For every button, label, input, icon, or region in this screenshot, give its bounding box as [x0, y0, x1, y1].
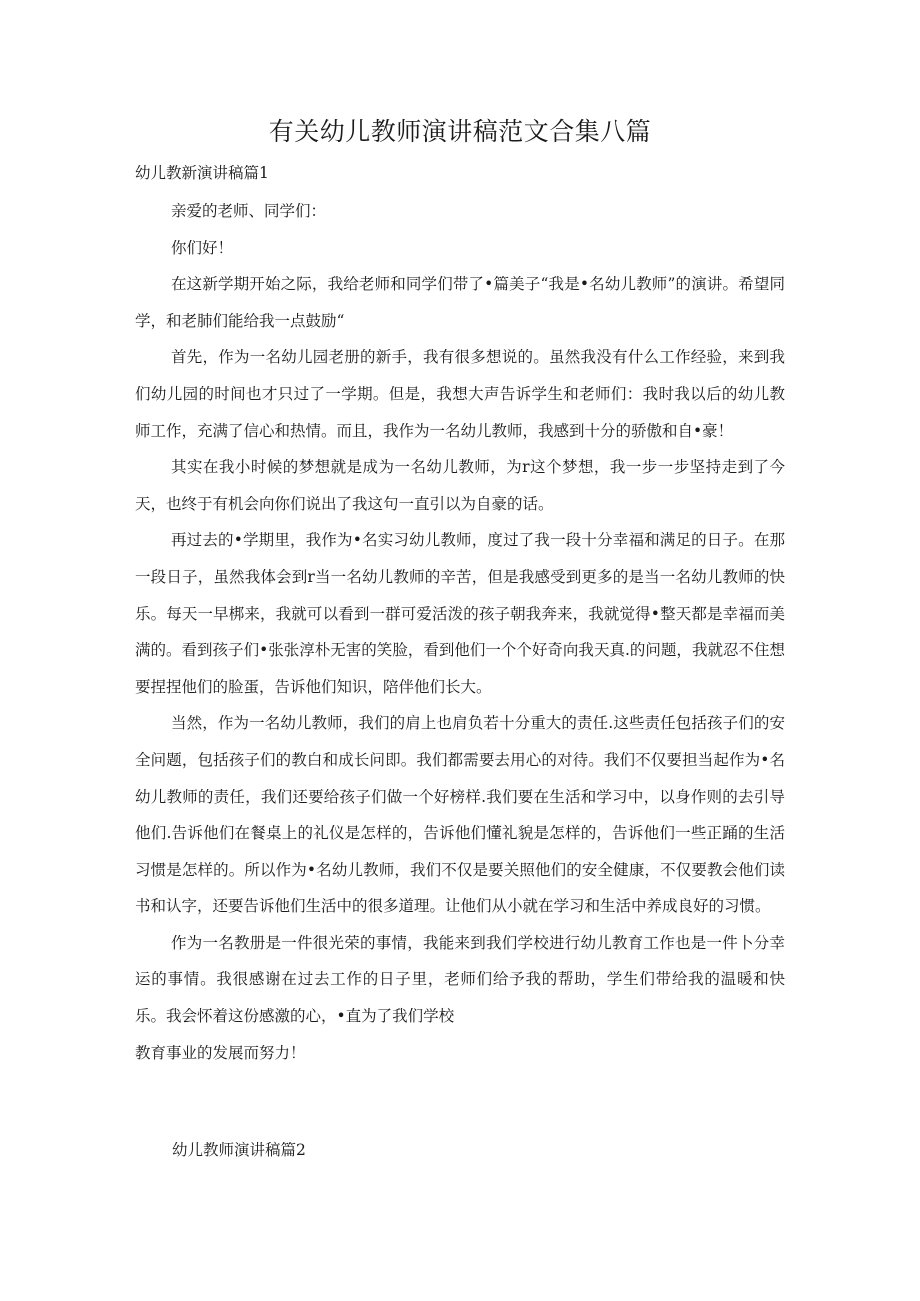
paragraph-intro: 在这新学期开始之际，我给老师和同学们带了•篇美子“我是•名幼儿教师”的演讲。希望同学，和老肺们能给我一点鼓励“ [135, 275, 785, 330]
section-heading-2: 幼儿教师演讲稿篇2 [172, 1141, 306, 1159]
paragraph-first: 首先，作为一名幼儿园老册的新手，我有很多想说的。虽然我没有什么工作经验，来到我们幼儿园的时间也才只过了一学期。但是，我想大声告诉学生和老师们：我时我以后的幼儿教师工作，充满了信心和热情。而且，我作为一名幼儿教师，我感到十分的骄傲和自•豪！ [135, 348, 785, 440]
paragraph-dream: 其实在我小时候的梦想就是成为一名幼儿教师，为r这个梦想，我一步一步坚持走到了今天，也终于有机会向你们说出了我这句一直引以为自豪的话。 [135, 458, 785, 513]
document-body [135, 193, 785, 1071]
paragraph-responsibility: 当然，作为一名幼儿教师，我们的肩上也肩负若十分重大的责任.这些责任包括孩子们的安全问题，包括孩子们的教白和成长问即。我们都需要去用心的对待。我们不仅要担当起作为•名幼儿教师的责任，我们还要给孩子们做一个好榜样.我们要在生活和学习中，以身作则的去引导他们.告诉他们在餐桌上的礼仪是怎样的，告诉他们懂礼貌是怎样的，告诉他们一些正踊的生活习惯是怎样的。所以作为•名幼儿教师，我们不仅是要关照他们的安全健康，不仅要教会他们读书和认字，还要告诉他们生活中的很多道理。让他们从小就在学习和生活中养成良好的习惯。 [135, 714, 785, 916]
section-heading-1: 幼儿教新演讲稿篇1 [135, 164, 269, 182]
paragraph-greeting: 亲爱的老师、同学们： [171, 202, 327, 220]
paragraph-gratitude: 作为一名教册是一件很光荣的事情，我能来到我们学校进行幼儿教育工作也是一件卜分幸运的事情。我很感谢在过去工作的日子里，老师们给予我的帮助，学生们带给我的温暖和快乐。我会怀着这份感激的心，•直为了我们学校 [135, 933, 785, 1026]
paragraph-hello: 你们好！ [171, 238, 234, 257]
document-title: 有关幼儿教师演讲稿范文合集八篇 [268, 117, 652, 146]
paragraph-closing: 教育事业的发展而努力！ [135, 1043, 306, 1062]
paragraph-internship: 再过去的•学期里，我作为•名实习幼儿教师，度过了我一段十分幸福和满足的日子。在那一段日子，虽然我体会到r当一名幼儿教师的辛苦，但是我感受到更多的是当一名幼儿教师的快乐。每天一早梆来，我就可以看到一群可爱活泼的孩子朝我奔来，我就觉得•整天都是幸福而美满的。看到孩子们•张张淳朴无害的笑脸，看到他们一个个好奇向我天真.的问题，我就忍不住想要捏捏他们的脸蛋，告诉他们知识，陪伴他们长大。 [135, 531, 785, 696]
